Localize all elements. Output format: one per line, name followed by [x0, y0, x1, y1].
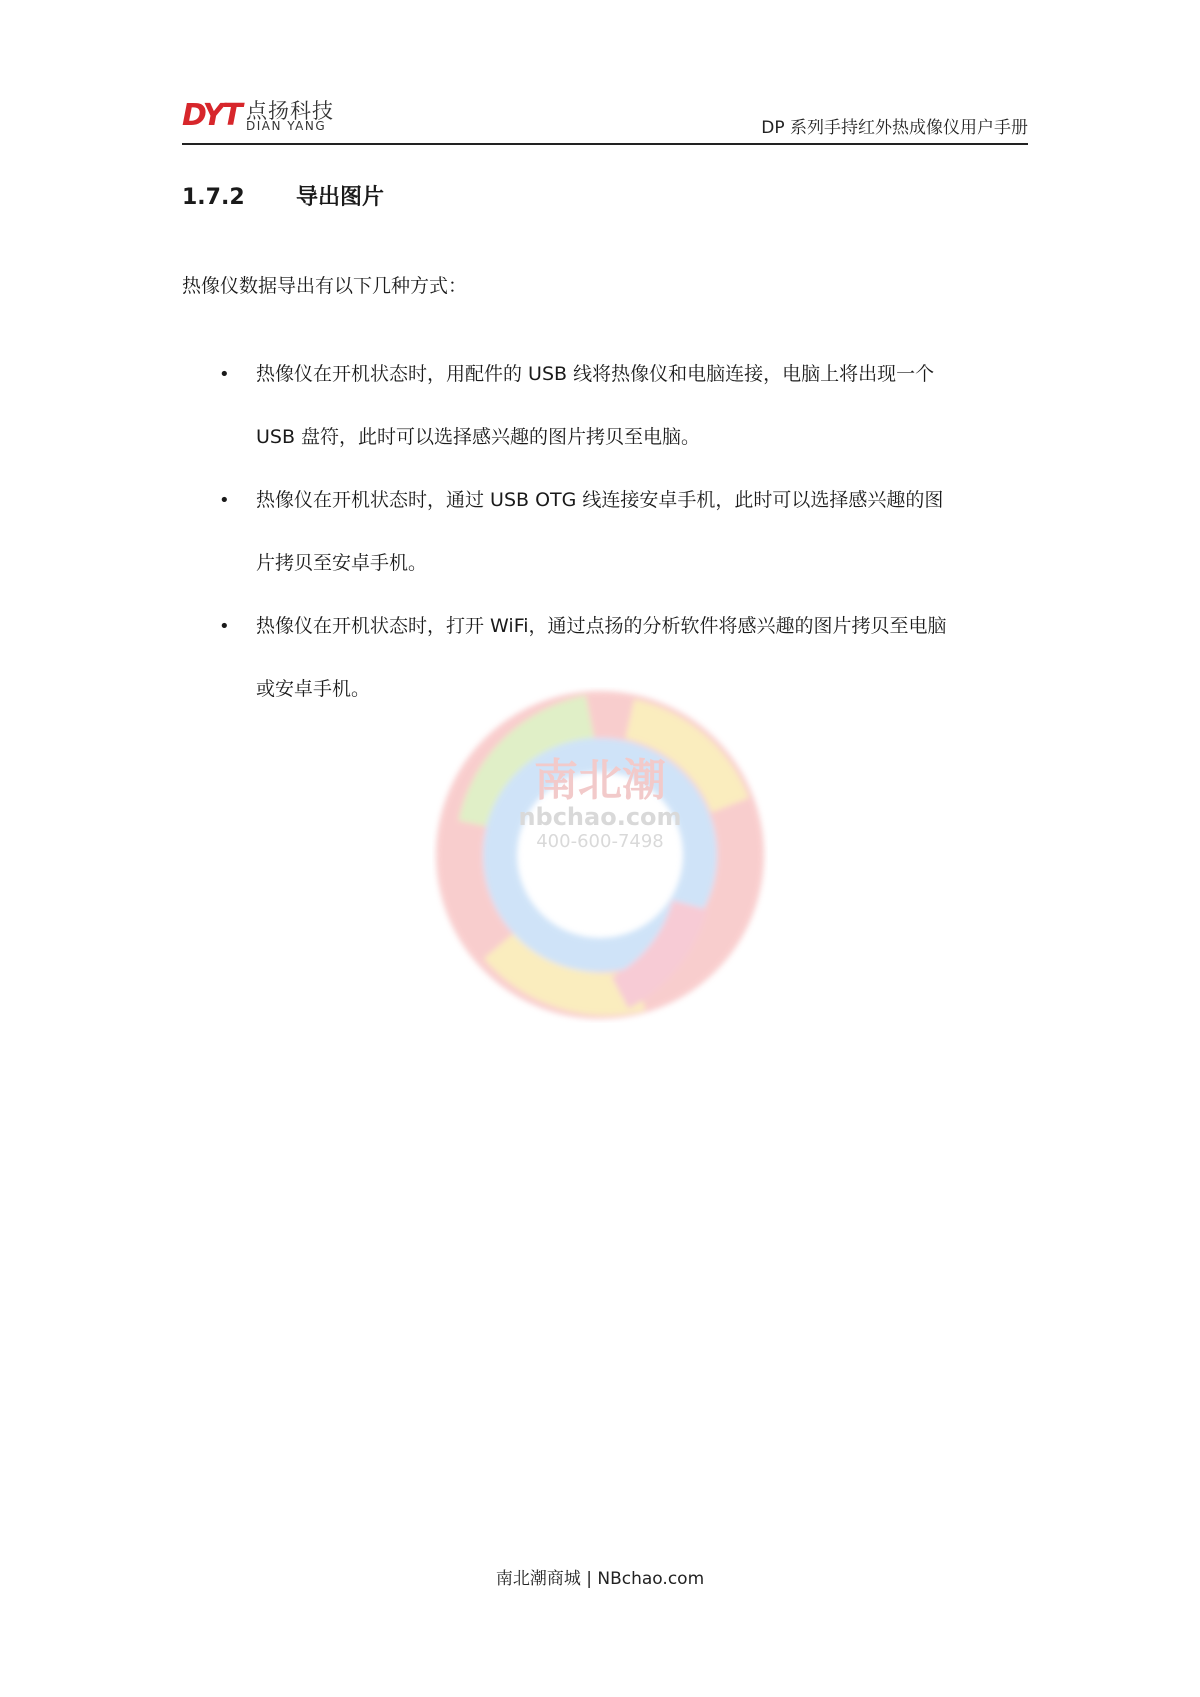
- watermark-site-text: nbchao.com: [518, 803, 682, 831]
- list-item: [182, 343, 1028, 469]
- logo-chinese-name: 点扬科技: [246, 99, 334, 123]
- list-item-line: USB 盘符，此时可以选择感兴趣的图片拷贝至电脑。: [256, 426, 701, 448]
- list-item-line: 热像仪在开机状态时，用配件的 USB 线将热像仪和电脑连接，电脑上将出现一个: [256, 363, 935, 385]
- list-item: [182, 469, 1028, 595]
- list-item-line: 或安卓手机。: [256, 678, 371, 700]
- document-title: DP 系列手持红外热成像仪用户手册: [761, 118, 1028, 138]
- watermark-phone-text: 400-600-7498: [536, 831, 664, 852]
- section-heading: [182, 180, 384, 211]
- page-footer: 南北潮商城 | NBchao.com: [495, 1569, 705, 1589]
- watermark-cn-text: 南北潮: [534, 755, 666, 806]
- header-divider: [182, 143, 1028, 145]
- bullet-icon: •: [219, 364, 230, 385]
- list-item-line: 热像仪在开机状态时，打开 WiFi，通过点扬的分析软件将感兴趣的图片拷贝至电脑: [256, 615, 947, 637]
- intro-paragraph: 热像仪数据导出有以下几种方式：: [182, 275, 468, 297]
- logo-mark: DYT: [182, 98, 241, 133]
- logo-english-name: DIAN YANG: [246, 119, 327, 133]
- bullet-icon: •: [219, 490, 230, 511]
- watermark-logo: [390, 655, 810, 1055]
- bullet-icon: •: [219, 616, 230, 637]
- section-title: 导出图片: [296, 185, 385, 210]
- list-item-line: 热像仪在开机状态时，通过 USB OTG 线连接安卓手机，此时可以选择感兴趣的图: [256, 489, 944, 511]
- list-item-line: 片拷贝至安卓手机。: [256, 552, 428, 574]
- page-header: [182, 95, 1028, 145]
- section-number: 1.7.2: [182, 185, 245, 210]
